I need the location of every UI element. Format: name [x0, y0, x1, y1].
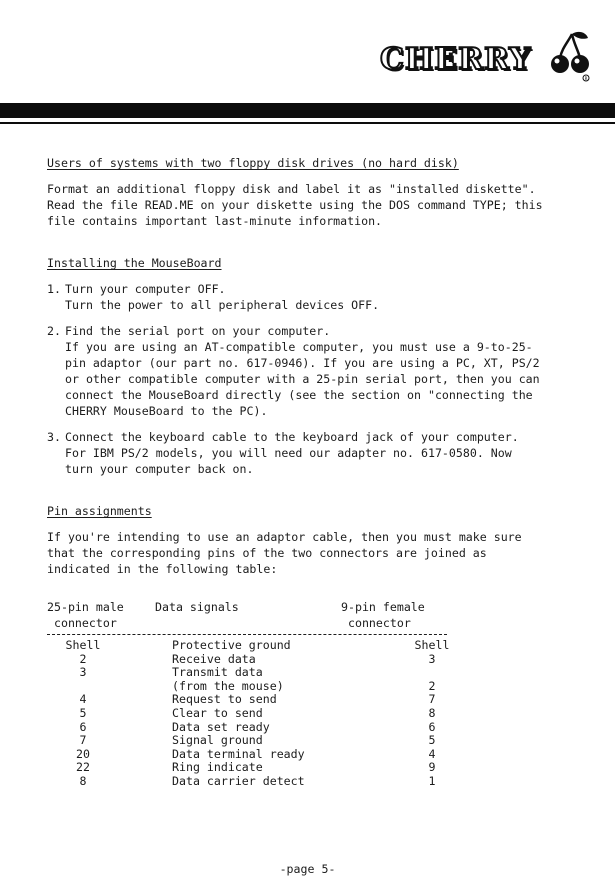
paragraph-line: file contains important last-minute information. [47, 214, 383, 228]
table-row [47, 680, 592, 694]
signal-cell: Signal ground [172, 733, 263, 748]
pin25-cell: 6 [79, 719, 87, 734]
column-header-25pin: 25-pin male connector [47, 600, 124, 630]
pin-table-header [47, 599, 592, 631]
pin9-cell: 7 [428, 692, 436, 707]
header-rule-thin [0, 122, 615, 124]
pin9-cell: 5 [428, 733, 436, 748]
step-text: Connect the keyboard cable to the keyboard jack of your computer. For IBM PS/2 models, you will need our adapter no. 617-0580. Now turn your computer back on. [65, 430, 519, 476]
paragraph-line: indicated in the following table: [47, 562, 278, 576]
pin25-cell: 22 [76, 760, 90, 775]
pin9-cell [402, 666, 462, 680]
section-heading: Installing the MouseBoard [47, 256, 222, 270]
table-divider [47, 634, 447, 635]
signal-cell: Data carrier detect [172, 773, 305, 788]
cherry-icon [548, 28, 592, 84]
pin25-cell: 8 [79, 773, 87, 788]
list-item [47, 323, 592, 419]
signal-cell: (from the mouse) [172, 678, 284, 693]
table-row [47, 775, 592, 789]
step-number: 3. [47, 430, 61, 444]
page-content [47, 155, 592, 789]
section-heading: Users of systems with two floppy disk drives (no hard disk) [47, 156, 459, 170]
section-pin-assignments [47, 503, 592, 789]
signal-cell: Data terminal ready [172, 746, 305, 761]
paragraph-line: Read the file READ.ME on your diskette using the DOS command TYPE; this [47, 198, 543, 212]
signal-cell: Ring indicate [172, 760, 263, 775]
signal-cell: Protective ground [172, 638, 291, 652]
signal-cell: Request to send [172, 692, 277, 707]
pin-table [47, 639, 592, 789]
pin25-cell: 7 [79, 733, 87, 748]
table-row [47, 748, 592, 762]
pin25-cell [47, 680, 119, 694]
pin25-cell: 4 [79, 692, 87, 707]
pin9-cell: 1 [428, 773, 436, 788]
step-number: 2. [47, 324, 61, 338]
pin9-cell: 9 [428, 760, 436, 775]
signal-cell: Receive data [172, 651, 256, 666]
pin9-cell: 6 [428, 719, 436, 734]
pin25-cell: 3 [79, 665, 87, 680]
section-installing [47, 255, 592, 477]
pin9-cell: 4 [428, 746, 436, 761]
table-row [47, 639, 592, 653]
column-header-signals: Data signals [155, 600, 239, 614]
table-row [47, 721, 592, 735]
install-steps [47, 281, 592, 477]
pin9-cell: 3 [428, 651, 436, 666]
table-row [47, 761, 592, 775]
signal-cell: Data set ready [172, 719, 270, 734]
section-floppy-users [47, 155, 592, 229]
page-number: -page 5- [279, 862, 336, 876]
signal-cell: Transmit data [172, 665, 263, 680]
pin25-cell: 5 [79, 705, 87, 720]
pin25-cell: Shell [65, 638, 101, 652]
paragraph-line: Format an additional floppy disk and label it as "installed diskette". [47, 182, 536, 196]
pin25-cell: 2 [79, 651, 87, 666]
table-row [47, 707, 592, 721]
step-text: Turn your computer OFF. Turn the power to all peripheral devices OFF. [65, 282, 380, 312]
table-row [47, 734, 592, 748]
table-row [47, 666, 592, 680]
logo-wordmark: CHERRY [380, 42, 532, 77]
list-item [47, 429, 592, 477]
step-text: Find the serial port on your computer. If you are using an AT-compatible computer, you must use a 9-to-25- pin adaptor (our part no. 617-0946). If you are using a PC, XT, PS/2 or other compatible computer with a 25-pin serial port, then you can connect the MouseBoard directly (see the section on "connecting the CHERRY MouseBoard to the PC). [65, 324, 540, 418]
list-item [47, 281, 592, 313]
pin9-cell: 2 [428, 678, 436, 693]
svg-text:R: R [584, 76, 588, 81]
cherry-logo [380, 28, 590, 84]
header-rule-thick [0, 103, 615, 118]
column-header-9pin: 9-pin female connector [341, 600, 425, 630]
pin9-cell: 8 [428, 705, 436, 720]
step-number: 1. [47, 282, 61, 296]
section-heading: Pin assignments [47, 504, 152, 518]
table-row [47, 653, 592, 667]
signal-cell: Clear to send [172, 705, 263, 720]
pin9-cell: Shell [414, 638, 450, 652]
pin25-cell: 20 [76, 746, 90, 761]
paragraph-line: that the corresponding pins of the two connectors are joined as [47, 546, 487, 560]
paragraph-line: If you're intending to use an adaptor cable, then you must make sure [47, 530, 522, 544]
table-row [47, 693, 592, 707]
